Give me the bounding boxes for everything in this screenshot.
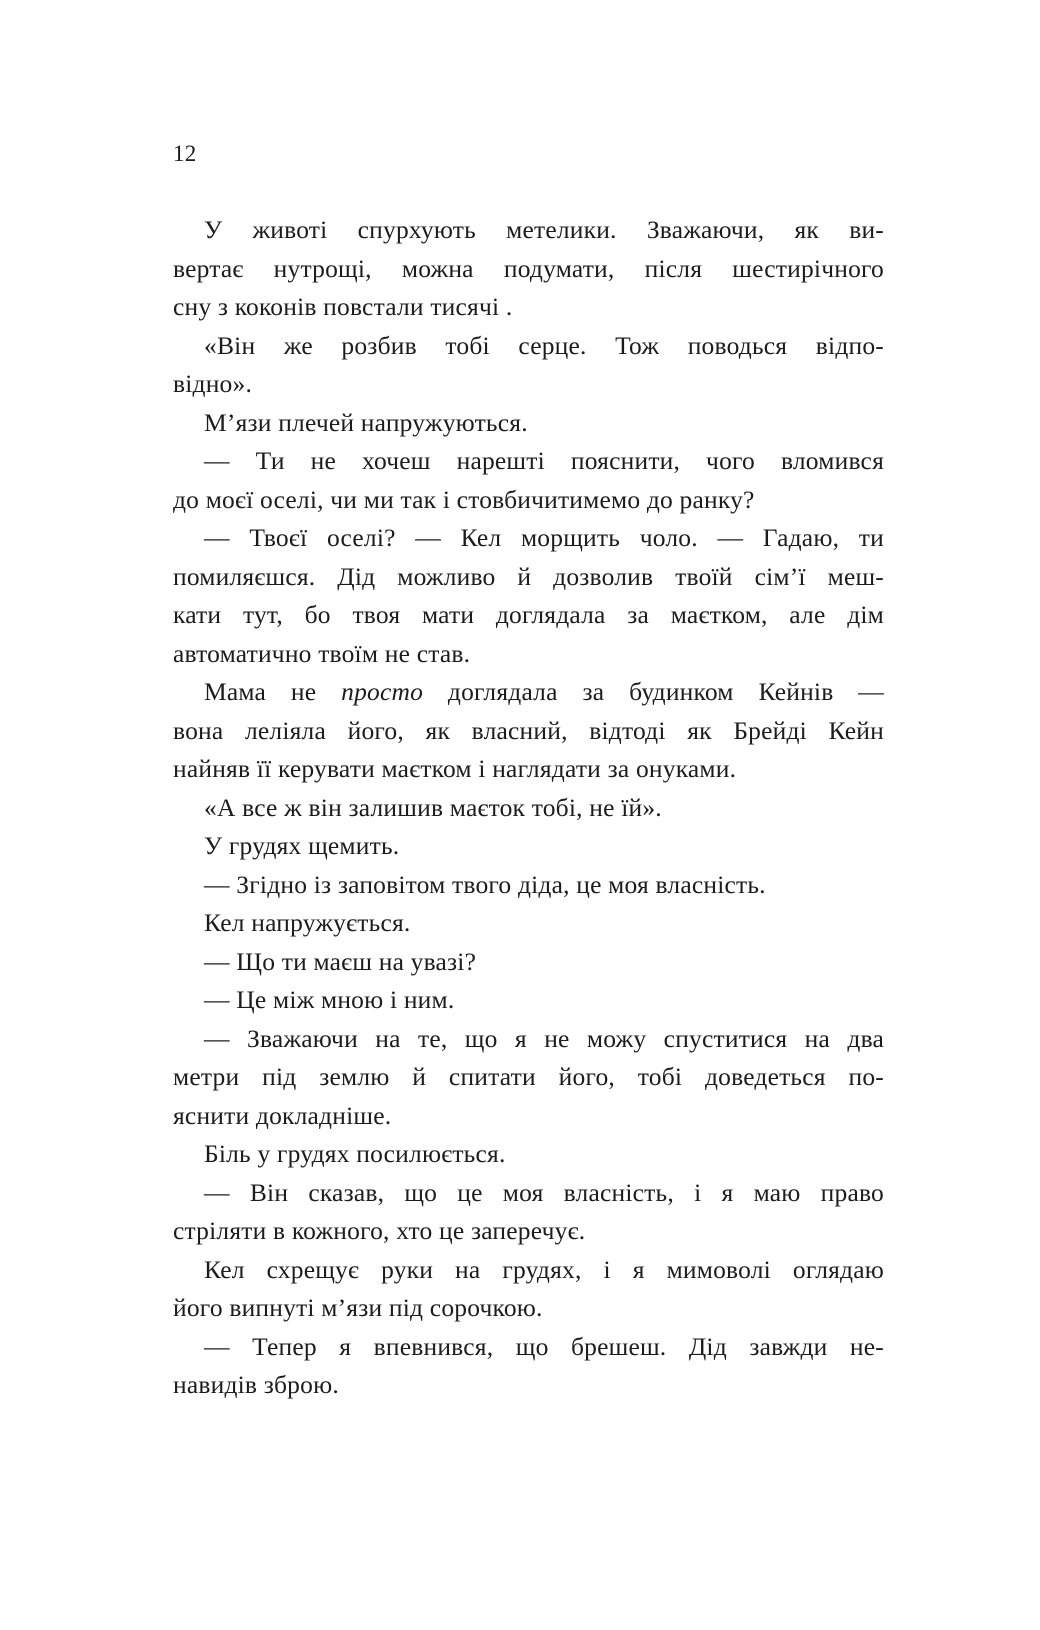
paragraph [173, 404, 884, 443]
paragraph [173, 1135, 884, 1174]
text-line: — Згідно із заповітом твого діда, це моя власність. [204, 869, 766, 899]
paragraph [173, 789, 884, 828]
paragraph [173, 981, 884, 1020]
text-line: — Він сказав, що це моя власність, і я маю право [204, 1177, 884, 1207]
text-line: — Твоєї оселі? — Кел морщить чоло. — Гадаю, ти [204, 523, 884, 552]
text-line: — Це між мною і ним. [204, 985, 455, 1014]
text-line: яснити докладніше. [173, 1100, 392, 1130]
paragraph [173, 1174, 884, 1251]
text-line: стріляти в кожного, хто це заперечує. [173, 1216, 586, 1245]
book-page-text [173, 211, 884, 1405]
paragraph [173, 211, 884, 327]
text-line: автоматично твоїм не став. [173, 638, 471, 668]
text-line: Кел напружується. [204, 908, 411, 937]
text-line: навидів зброю. [173, 1370, 339, 1399]
text-line: У грудях щемить. [204, 831, 400, 860]
text-line: відно». [173, 369, 253, 398]
text-line: Біль у грудях посилюється. [204, 1139, 506, 1168]
text-line: метри під землю й спитати його, тобі доведеться по- [173, 1062, 884, 1091]
text-segment: Мама не [204, 677, 342, 706]
paragraph [173, 1328, 884, 1405]
text-line: кати тут, бо твоя мати доглядала за маєтком, але дім [173, 600, 884, 629]
text-line [173, 673, 884, 712]
paragraph [173, 866, 884, 905]
text-line: вертає нутрощі, можна подумати, після шестирічного [173, 253, 884, 283]
paragraph [173, 827, 884, 866]
paragraph [173, 327, 884, 404]
text-line: помиляєшся. Дід можливо й дозволив твоїй сім’ї меш- [173, 561, 884, 591]
paragraph [173, 442, 884, 519]
text-line: — Зважаючи на те, що я не можу спуститися на два [204, 1023, 884, 1053]
text-line: — Що ти маєш на увазі? [204, 946, 477, 976]
italic-word: просто [341, 677, 424, 706]
text-segment: доглядала за будинком Кейнів — [423, 677, 884, 706]
text-line: — Ти не хочеш нарешті пояснити, чого вломився [204, 446, 884, 475]
text-line: У животі спурхують метелики. Зважаючи, як ви- [204, 215, 884, 244]
text-line: Кел схрещує руки на грудях, і я мимоволі оглядаю [204, 1254, 884, 1284]
text-line: його випнуті м’язи під сорочкою. [173, 1293, 543, 1322]
paragraph [173, 673, 884, 789]
paragraph [173, 1020, 884, 1136]
text-line: «Він же розбив тобі серце. Тож поводься відпо- [204, 330, 884, 360]
paragraph [173, 519, 884, 673]
text-line: — Тепер я впевнився, що брешеш. Дід завжди не- [204, 1331, 884, 1361]
paragraph [173, 943, 884, 982]
text-line: сну з коконів повстали тисячі . [173, 292, 513, 321]
paragraph [173, 1251, 884, 1328]
text-line: М’язи плечей напружуються. [204, 407, 528, 437]
page-number: 12 [173, 141, 197, 166]
paragraph [173, 904, 884, 943]
text-line: «А все ж він залишив маєток тобі, не їй». [204, 792, 662, 822]
text-line: найняв її керувати маєтком і наглядати за онуками. [173, 754, 737, 783]
text-line: вона леліяла його, як власний, відтоді як Брейді Кейн [173, 715, 884, 745]
text-line: до моєї оселі, чи ми так і стовбичитимемо до ранку? [173, 484, 755, 514]
